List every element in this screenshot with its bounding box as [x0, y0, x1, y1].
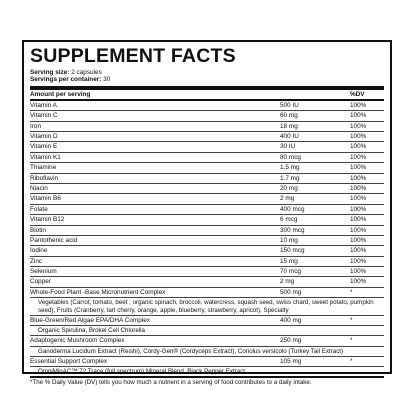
nutrient-name: Copper — [30, 278, 51, 286]
nutrient-amount: 300 mcg — [280, 226, 305, 234]
servings-per-container — [30, 76, 384, 83]
complex-dv: * — [350, 317, 353, 325]
nutrient-row — [30, 205, 384, 215]
nutrient-dv: 100% — [350, 205, 367, 213]
nutrient-row — [30, 246, 384, 256]
complex-row-algae — [30, 316, 384, 326]
nutrient-dv: 100% — [350, 278, 367, 286]
nutrient-dv: 100% — [350, 122, 367, 130]
nutrient-name: Vitamin A — [30, 101, 57, 109]
complex-amount: 500 mg — [280, 288, 302, 296]
complex-description — [30, 367, 384, 376]
nutrient-name: Vitamin E — [30, 143, 58, 151]
complex-dv: * — [350, 337, 353, 345]
nutrient-name: Riboflavin — [30, 174, 59, 182]
nutrient-dv: 100% — [350, 132, 367, 140]
table-header — [30, 90, 384, 99]
nutrient-dv: 100% — [350, 153, 367, 161]
nutrient-row — [30, 142, 384, 152]
complex-dv: * — [350, 288, 353, 296]
amount-per-serving-header: Amount per serving — [30, 90, 91, 98]
nutrient-name: Folate — [30, 205, 48, 213]
nutrient-amount: 18 mg — [280, 122, 298, 130]
nutrient-row — [30, 111, 384, 121]
dv-header: %DV — [350, 90, 365, 98]
nutrient-row — [30, 194, 384, 204]
servings-value: 30 — [103, 76, 111, 84]
nutrient-name: Vitamin B6 — [30, 195, 61, 203]
nutrient-dv: 100% — [350, 164, 367, 172]
nutrient-name: Biotin — [30, 226, 46, 234]
complex-name: Blue-Green/Red Algae EPA/DHA Complex — [30, 317, 150, 325]
serving-size-value: 2 capsules — [71, 69, 102, 76]
nutrient-amount: 15 mg — [280, 257, 298, 265]
nutrient-dv: 100% — [350, 143, 367, 151]
complex-row-micronutrient — [30, 288, 384, 298]
supplement-facts-panel — [22, 40, 392, 387]
nutrient-amount: 1.5 mg — [280, 164, 300, 172]
complex-description-text: OmniMinAC™ 72 Trace (full spectrum) Mineral Blend, Black Pepper Extract — [38, 368, 246, 376]
nutrient-row — [30, 163, 384, 173]
panel-title: SUPPLEMENT FACTS — [30, 45, 236, 67]
complex-description-text: Ganoderma Lucidum Extract (Reishi), Cordy-Gen® (Cordyceps Extract), Coriolus versicolo (Turkey Tail Extract) — [38, 347, 344, 355]
nutrient-name: Zinc — [30, 257, 43, 265]
nutrient-name: Vitamin B12 — [30, 216, 65, 224]
nutrient-row — [30, 215, 384, 225]
nutrient-row — [30, 267, 384, 277]
nutrient-amount: 10 mg — [280, 236, 298, 244]
nutrient-row — [30, 122, 384, 132]
nutrient-dv: 100% — [350, 112, 367, 120]
nutrient-row — [30, 277, 384, 287]
complex-row-essential — [30, 357, 384, 367]
nutrient-row — [30, 132, 384, 142]
nutrient-dv: 100% — [350, 101, 367, 109]
nutrient-list — [30, 101, 384, 288]
nutrient-name: Iron — [30, 122, 42, 130]
complex-row-mushroom — [30, 336, 384, 346]
nutrient-row — [30, 101, 384, 111]
nutrient-amount: 1.7 mg — [280, 174, 300, 182]
nutrient-amount: 30 IU — [280, 143, 296, 151]
complex-amount: 250 mg — [280, 337, 302, 345]
nutrient-amount: 6 mcg — [280, 216, 298, 224]
nutrient-amount: 20 mg — [280, 184, 298, 192]
complex-description — [30, 347, 384, 357]
nutrient-amount: 500 IU — [280, 101, 299, 109]
complex-description — [30, 326, 384, 336]
complex-name: Whole-Food Plant -Base Micronutrient Complex — [30, 288, 166, 296]
serving-size — [30, 69, 384, 76]
nutrient-name: Vitamin K1 — [30, 153, 61, 161]
nutrient-dv: 100% — [350, 195, 367, 203]
nutrient-dv: 100% — [350, 268, 367, 276]
complex-amount: 400 mg — [280, 317, 302, 325]
nutrient-amount: 80 mcg — [280, 153, 301, 161]
nutrient-name: Vitamin D — [30, 132, 58, 140]
nutrient-row — [30, 184, 384, 194]
nutrient-dv: 100% — [350, 174, 367, 182]
nutrient-amount: 60 mg — [280, 112, 298, 120]
nutrient-name: Vitamin C — [30, 112, 58, 120]
nutrient-name: Pantothenic acid — [30, 236, 78, 244]
nutrient-name: Thiamine — [30, 164, 57, 172]
complex-description: Vegetables (Carrot, tomato, beet , organic spinach, broccoli, watercress, squash seed, swiss chard, sweet potato, pumpkin seed), Fruits (Cranberry, tart cherry, orange, apple, blueberry, strawberry, apricot), Specialty — [30, 298, 384, 316]
nutrient-amount: 2 mg — [280, 195, 295, 203]
nutrient-amount: 150 mcg — [280, 247, 305, 255]
servings-label: Servings per container: — [30, 76, 102, 84]
nutrient-name: Iodine — [30, 247, 48, 255]
complex-description-text: Organic Spirulina, Brokel Cell Chlorella — [38, 327, 145, 335]
complex-dv: * — [350, 357, 353, 365]
nutrient-amount: 2 mg — [280, 278, 295, 286]
complex-name: Adaptogenic Mushroom Complex — [30, 337, 125, 345]
nutrient-name: Selenium — [30, 268, 57, 276]
footnote: *The % Daily Value (DV) tells you how much a nutrient in a serving of food contributes to a daily intake. — [30, 376, 384, 387]
nutrient-row — [30, 236, 384, 246]
nutrient-dv: 100% — [350, 184, 367, 192]
nutrient-dv: 100% — [350, 216, 367, 224]
nutrient-dv: 100% — [350, 247, 367, 255]
complex-amount: 105 mg — [280, 357, 302, 365]
nutrient-row — [30, 174, 384, 184]
nutrient-amount: 400 mcg — [280, 205, 305, 213]
nutrient-row — [30, 257, 384, 267]
nutrient-dv: 100% — [350, 236, 367, 244]
nutrient-row — [30, 153, 384, 163]
nutrient-amount: 70 mcg — [280, 268, 301, 276]
serving-size-label: Serving size: — [30, 69, 70, 76]
complex-name: Essential Support Complex — [30, 357, 108, 365]
nutrient-dv: 100% — [350, 226, 367, 234]
nutrient-name: Niacin — [30, 184, 48, 192]
nutrient-dv: 100% — [350, 257, 367, 265]
nutrient-row — [30, 226, 384, 236]
nutrient-amount: 400 IU — [280, 132, 299, 140]
